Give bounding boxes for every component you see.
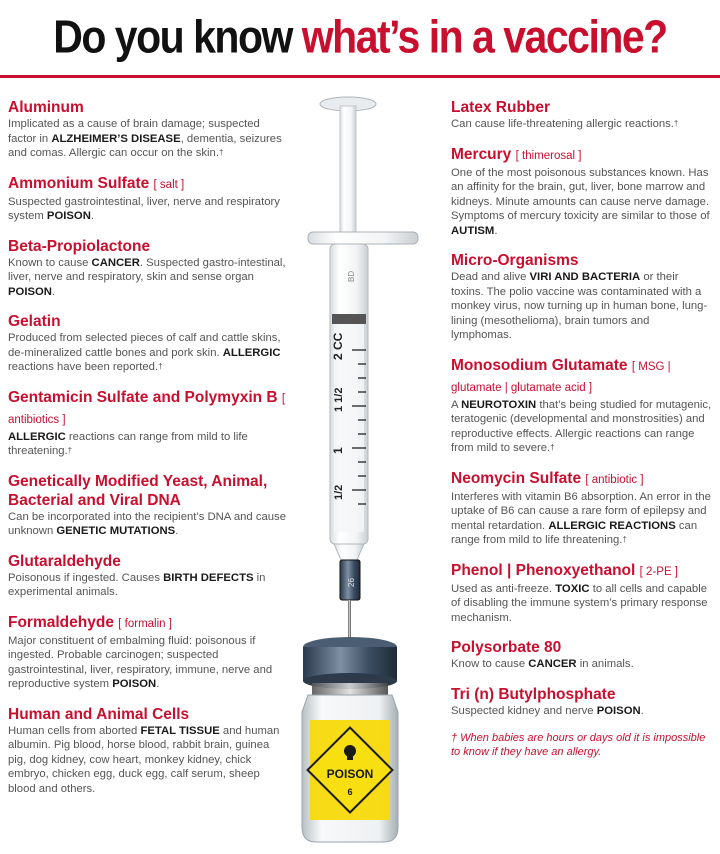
dagger-mark: † [158, 362, 163, 371]
ingredient-item [8, 312, 286, 375]
emphasis-text: POISON [596, 704, 641, 717]
ingredient-name [451, 98, 713, 117]
ingredient-name [451, 145, 713, 166]
ingredient-description [8, 117, 286, 161]
ingredient-item [8, 388, 286, 459]
ingredient-description [451, 166, 713, 239]
ingredient-item [451, 685, 713, 719]
emphasis-text: CANCER [528, 658, 577, 670]
ingredient-name [8, 388, 286, 430]
ingredient-description [451, 582, 713, 626]
ingredient-item [451, 251, 713, 343]
description-text: Poisonous if ingested. Causes [8, 571, 164, 584]
plunger-rod [340, 106, 356, 236]
ingredient-description [8, 510, 286, 539]
ingredient-name-text: Ammonium Sulfate [8, 174, 150, 192]
ingredient-name [451, 561, 713, 582]
ingredient-tag: [ 2-PE ] [639, 565, 679, 578]
footnote: † When babies are hours or days old it is impossible to know if they have an allergy. [451, 732, 706, 758]
ingredient-description [451, 117, 713, 132]
ingredient-name-text: Micro-Organisms [451, 252, 579, 269]
ingredient-name [8, 705, 286, 724]
ingredient-description [451, 490, 713, 548]
ingredient-name-text: Mercury [451, 145, 512, 163]
description-text: . [156, 678, 160, 690]
title-divider [0, 75, 720, 78]
needle-gauge-mark: 26 [347, 578, 356, 587]
title-part-red: what’s in a vaccine? [301, 11, 667, 63]
description-text: , dementia, seizures and comas. Allergic can occur on the skin. [8, 132, 282, 159]
plunger-stopper [332, 314, 366, 324]
poison-label-text: POISON [326, 767, 374, 781]
description-text: One of the most poisonous substances known. Has an affinity for the brain, gut, liver, bone marrow and kidneys. Minute amounts can cause nerve damage. Symptoms of mercury toxicity are similar to those of [451, 166, 710, 222]
ingredient-item [451, 561, 713, 626]
ingredient-description [8, 571, 286, 600]
ingredient-description [451, 704, 713, 719]
ingredient-tag: [ thimerosal ] [515, 149, 582, 162]
emphasis-text: TOXIC [555, 582, 590, 595]
description-text: Can cause life-threatening allergic reactions. [451, 118, 674, 130]
emphasis-text: FETAL TISSUE [140, 724, 220, 737]
syringe-tip [334, 544, 364, 562]
description-text: can range from mild to life threatening. [451, 519, 698, 546]
ingredient-item [8, 472, 286, 539]
ingredient-name [8, 312, 286, 331]
ingredient-name [451, 356, 713, 398]
description-text: Know to cause [451, 658, 529, 670]
dagger-mark: † [673, 119, 679, 128]
description-text: Human cells from aborted [8, 724, 141, 737]
ingredient-description [451, 270, 713, 343]
ingredient-description [451, 398, 713, 456]
description-text: Major constituent of embalming fluid: poisonous if ingested. Probable carcinogen; suspected gastrointestinal, liver, respiratory, immune, nerve and reproductive system [8, 634, 273, 690]
ingredient-description [8, 634, 286, 692]
syringe-mark-1: 1 [331, 447, 345, 454]
emphasis-text: GENETIC MUTATIONS [56, 525, 176, 537]
emphasis-text: AUTISM [451, 224, 495, 237]
ingredient-name [8, 174, 286, 195]
description-text: Can be incorporated into the recipient’s DNA and cause unknown [8, 510, 286, 537]
ingredient-item [451, 145, 713, 239]
ingredient-tag: [ formalin ] [118, 617, 172, 630]
left-ingredient-column [8, 98, 286, 809]
dagger-mark: † [218, 148, 224, 157]
description-text: . [640, 704, 644, 717]
title-part-black: Do you know [53, 11, 302, 63]
ingredient-name-text: Human and Animal Cells [8, 705, 190, 723]
syringe-mark-1-2: 1/2 [333, 484, 345, 500]
ingredient-item [451, 469, 713, 548]
emphasis-text: ALLERGIC [222, 346, 281, 359]
dagger-mark: † [622, 535, 627, 544]
emphasis-text: ALLERGIC REACTIONS [548, 519, 676, 532]
ingredient-tag: [ antibiotic ] [585, 473, 644, 486]
description-text: Interferes with vitamin B6 absorption. An error in the uptake of B6 can cause a rare form of epilepsy and mental retardation. [451, 490, 711, 532]
ingredient-item [8, 613, 286, 692]
ingredient-description [8, 430, 286, 459]
ingredient-tag: [ MSG | glutamate | glutamate acid ] [451, 360, 671, 394]
ingredient-item [8, 98, 286, 161]
emphasis-text: POISON [112, 678, 157, 690]
dagger-mark: † [67, 446, 73, 455]
description-text: in experimental animals. [8, 571, 266, 598]
poison-label-number: 6 [347, 787, 353, 797]
ingredient-name [8, 237, 286, 256]
description-text: Produced from selected pieces of calf and cattle skins, de-mineralized cattle bones and pork skin. [8, 332, 281, 359]
description-text: . [51, 285, 56, 298]
ingredient-name-text: Gentamicin Sulfate and Polymyxin B [8, 388, 278, 406]
ingredient-item [8, 705, 286, 797]
ingredient-description [8, 331, 286, 375]
ingredient-name [8, 98, 286, 117]
emphasis-text: ALLERGIC [8, 430, 66, 443]
description-text: reactions can range from mild to life threatening. [8, 430, 248, 457]
ingredient-item [451, 638, 713, 672]
ingredient-name [451, 685, 713, 704]
description-text: Used as anti-freeze. [451, 582, 556, 595]
ingredient-name [8, 552, 286, 571]
ingredient-description [8, 724, 286, 797]
emphasis-text: ALZHEIMER’S DISEASE [51, 132, 181, 145]
dagger-mark: † [550, 443, 555, 452]
ingredient-name [451, 251, 713, 270]
ingredient-name-text: Beta-Propiolactone [8, 237, 151, 255]
ingredient-name-text: Neomycin Sulfate [451, 469, 582, 487]
emphasis-text: POISON [8, 285, 52, 298]
description-text: . Suspected gastro-intestinal, liver, nerve and respiratory, skin and sense organ [8, 256, 286, 283]
description-text: . [494, 224, 498, 237]
description-text: Known to cause [8, 256, 92, 269]
emphasis-text: VIRI AND BACTERIA [529, 271, 641, 283]
ingredient-item [451, 98, 713, 132]
ingredient-name-text: Aluminum [8, 99, 84, 116]
description-text: in animals. [576, 658, 634, 670]
ingredient-name-text: Tri (n) Butylphosphate [451, 685, 616, 703]
emphasis-text: BIRTH DEFECTS [163, 571, 254, 584]
description-text: A [451, 398, 462, 411]
syringe-and-vial-illustration [290, 92, 450, 849]
description-text: or their toxins. The polio vaccine was contaminated with a monkey virus, now turning up in human bone, lung-lining (mesothelioma), brain tumors and lymphomas. [451, 271, 708, 341]
syringe-mark-1-1-2: 1 1/2 [333, 387, 345, 412]
ingredient-name-text: Phenol | Phenoxyethanol [451, 561, 636, 579]
syringe-flange [308, 232, 418, 244]
description-text: . [90, 210, 95, 222]
ingredient-item [8, 552, 286, 600]
skull-icon [344, 745, 356, 757]
description-text: that’s being studied for mutagenic, teratogenic (developmental and monstrosities) and reproductive effects. Allergic reactions can range from mild to severe. [451, 398, 712, 454]
emphasis-text: NEUROTOXIN [461, 398, 537, 411]
syringe-illustration [290, 92, 450, 849]
description-text: and human albumin. Pig blood, horse blood, rabbit brain, guinea pig, dog kidney, cow heart, monkey kidney, chick embryo, chicken egg, duck egg, calf serum, sheep blood and others. [8, 724, 280, 795]
ingredient-name [451, 469, 713, 490]
description-text: reactions have been reported. [8, 361, 159, 373]
ingredient-name [8, 613, 286, 634]
ingredient-name [8, 472, 286, 510]
ingredient-description [451, 657, 713, 672]
description-text: Suspected kidney and nerve [451, 704, 597, 717]
description-text: Dead and alive [451, 271, 530, 283]
emphasis-text: CANCER [91, 256, 140, 269]
vial-crimp [312, 683, 388, 695]
syringe-mark-2cc: 2 CC [331, 332, 345, 360]
ingredient-description [8, 195, 286, 224]
ingredient-tag: [ salt ] [153, 178, 185, 191]
ingredient-item [8, 174, 286, 224]
syringe-brand-mark: BD [347, 270, 356, 282]
description-text: . [175, 525, 179, 537]
ingredient-name-text: Glutaraldehyde [8, 552, 121, 570]
ingredient-name-text: Latex Rubber [451, 99, 551, 116]
ingredient-name-text: Polysorbate 80 [451, 639, 562, 656]
ingredient-name-text: Genetically Modified Yeast, Animal, Bacterial and Viral DNA [8, 472, 268, 509]
page-title [0, 11, 720, 64]
ingredient-name [451, 638, 713, 657]
ingredient-name-text: Formaldehyde [8, 613, 114, 631]
ingredient-name-text: Gelatin [8, 313, 61, 330]
ingredient-tag: [ antibiotics ] [8, 392, 286, 426]
description-text: Implicated as a cause of brain damage; suspected factor in [8, 118, 260, 145]
right-ingredient-column [451, 98, 713, 759]
ingredient-name-text: Monosodium Glutamate [451, 356, 628, 374]
emphasis-text: POISON [46, 210, 91, 222]
description-text: to all cells and capable of disabling the immune system’s primary response mechanism. [451, 582, 708, 624]
ingredient-item [451, 356, 713, 456]
ingredient-item [8, 237, 286, 300]
description-text: Suspected gastrointestinal, liver, nerve and respiratory system [8, 195, 280, 222]
ingredient-description [8, 256, 286, 300]
